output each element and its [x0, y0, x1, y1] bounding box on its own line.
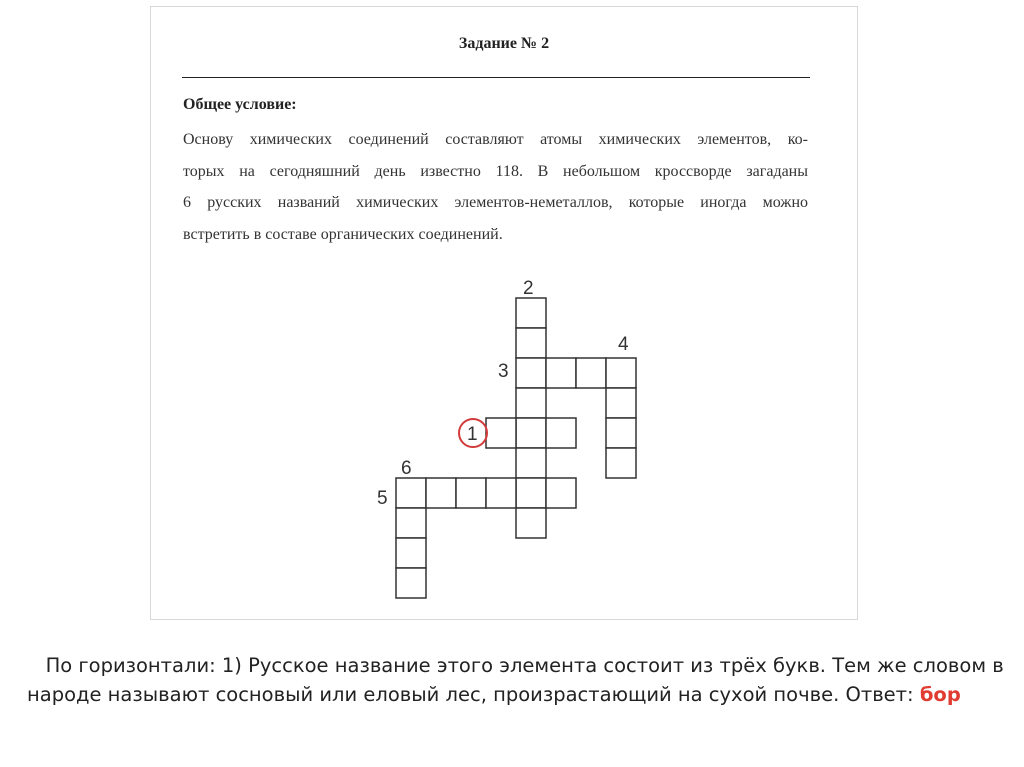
clue-number-2: 2: [523, 278, 534, 299]
crossword-cell: [516, 418, 546, 448]
clue-paragraph: [27, 651, 1017, 709]
crossword-cell: [516, 358, 546, 388]
clue-number-5: 5: [377, 488, 388, 509]
task-document-image: [150, 6, 858, 620]
crossword-cell: [396, 508, 426, 538]
crossword-cell: [606, 358, 636, 388]
crossword-cell: [576, 358, 606, 388]
crossword-cell: [546, 418, 576, 448]
condition-line-1: Основу химических соединений составляют атомы химических элементов, ко-: [183, 131, 808, 148]
crossword-cell: [426, 478, 456, 508]
crossword-cell: [606, 448, 636, 478]
crossword-cell: [516, 508, 546, 538]
condition-line-4: встретить в составе органических соединений.: [183, 226, 503, 243]
crossword-cell: [606, 418, 636, 448]
crossword-cell: [546, 478, 576, 508]
crossword-cell: [486, 418, 516, 448]
crossword-cell: [456, 478, 486, 508]
crossword-cell: [516, 298, 546, 328]
crossword-cell: [396, 478, 426, 508]
clue-text: По горизонтали: 1) Русское название этого элемента состоит из трёх букв. Тем же словом в народе называют сосновый или еловый лес, произрастающий на сухой почве. Ответ:: [27, 654, 1010, 706]
task-title: Задание № 2: [458, 35, 550, 52]
clue-number-1: 1: [467, 424, 478, 445]
crossword-cell: [516, 448, 546, 478]
clue-number-6: 6: [401, 458, 412, 479]
crossword-cell: [546, 358, 576, 388]
clue-number-3: 3: [498, 361, 509, 382]
crossword-cell: [396, 538, 426, 568]
crossword-cell: [516, 328, 546, 358]
crossword-cell: [606, 388, 636, 418]
crossword-cell: [516, 478, 546, 508]
clue-number-4: 4: [618, 334, 629, 355]
clue-answer: бор: [919, 683, 961, 706]
condition-line-2: торых на сегодняшний день известно 118. В небольшом кроссворде загаданы: [183, 163, 808, 180]
crossword-cell: [516, 388, 546, 418]
crossword-grid: [151, 7, 859, 621]
condition-line-3: 6 русских названий химических элементов-неметаллов, которые иногда можно: [183, 194, 808, 211]
crossword-cell: [486, 478, 516, 508]
crossword-cell: [396, 568, 426, 598]
condition-heading: Общее условие:: [183, 96, 297, 113]
crossword-cells: [396, 298, 636, 598]
